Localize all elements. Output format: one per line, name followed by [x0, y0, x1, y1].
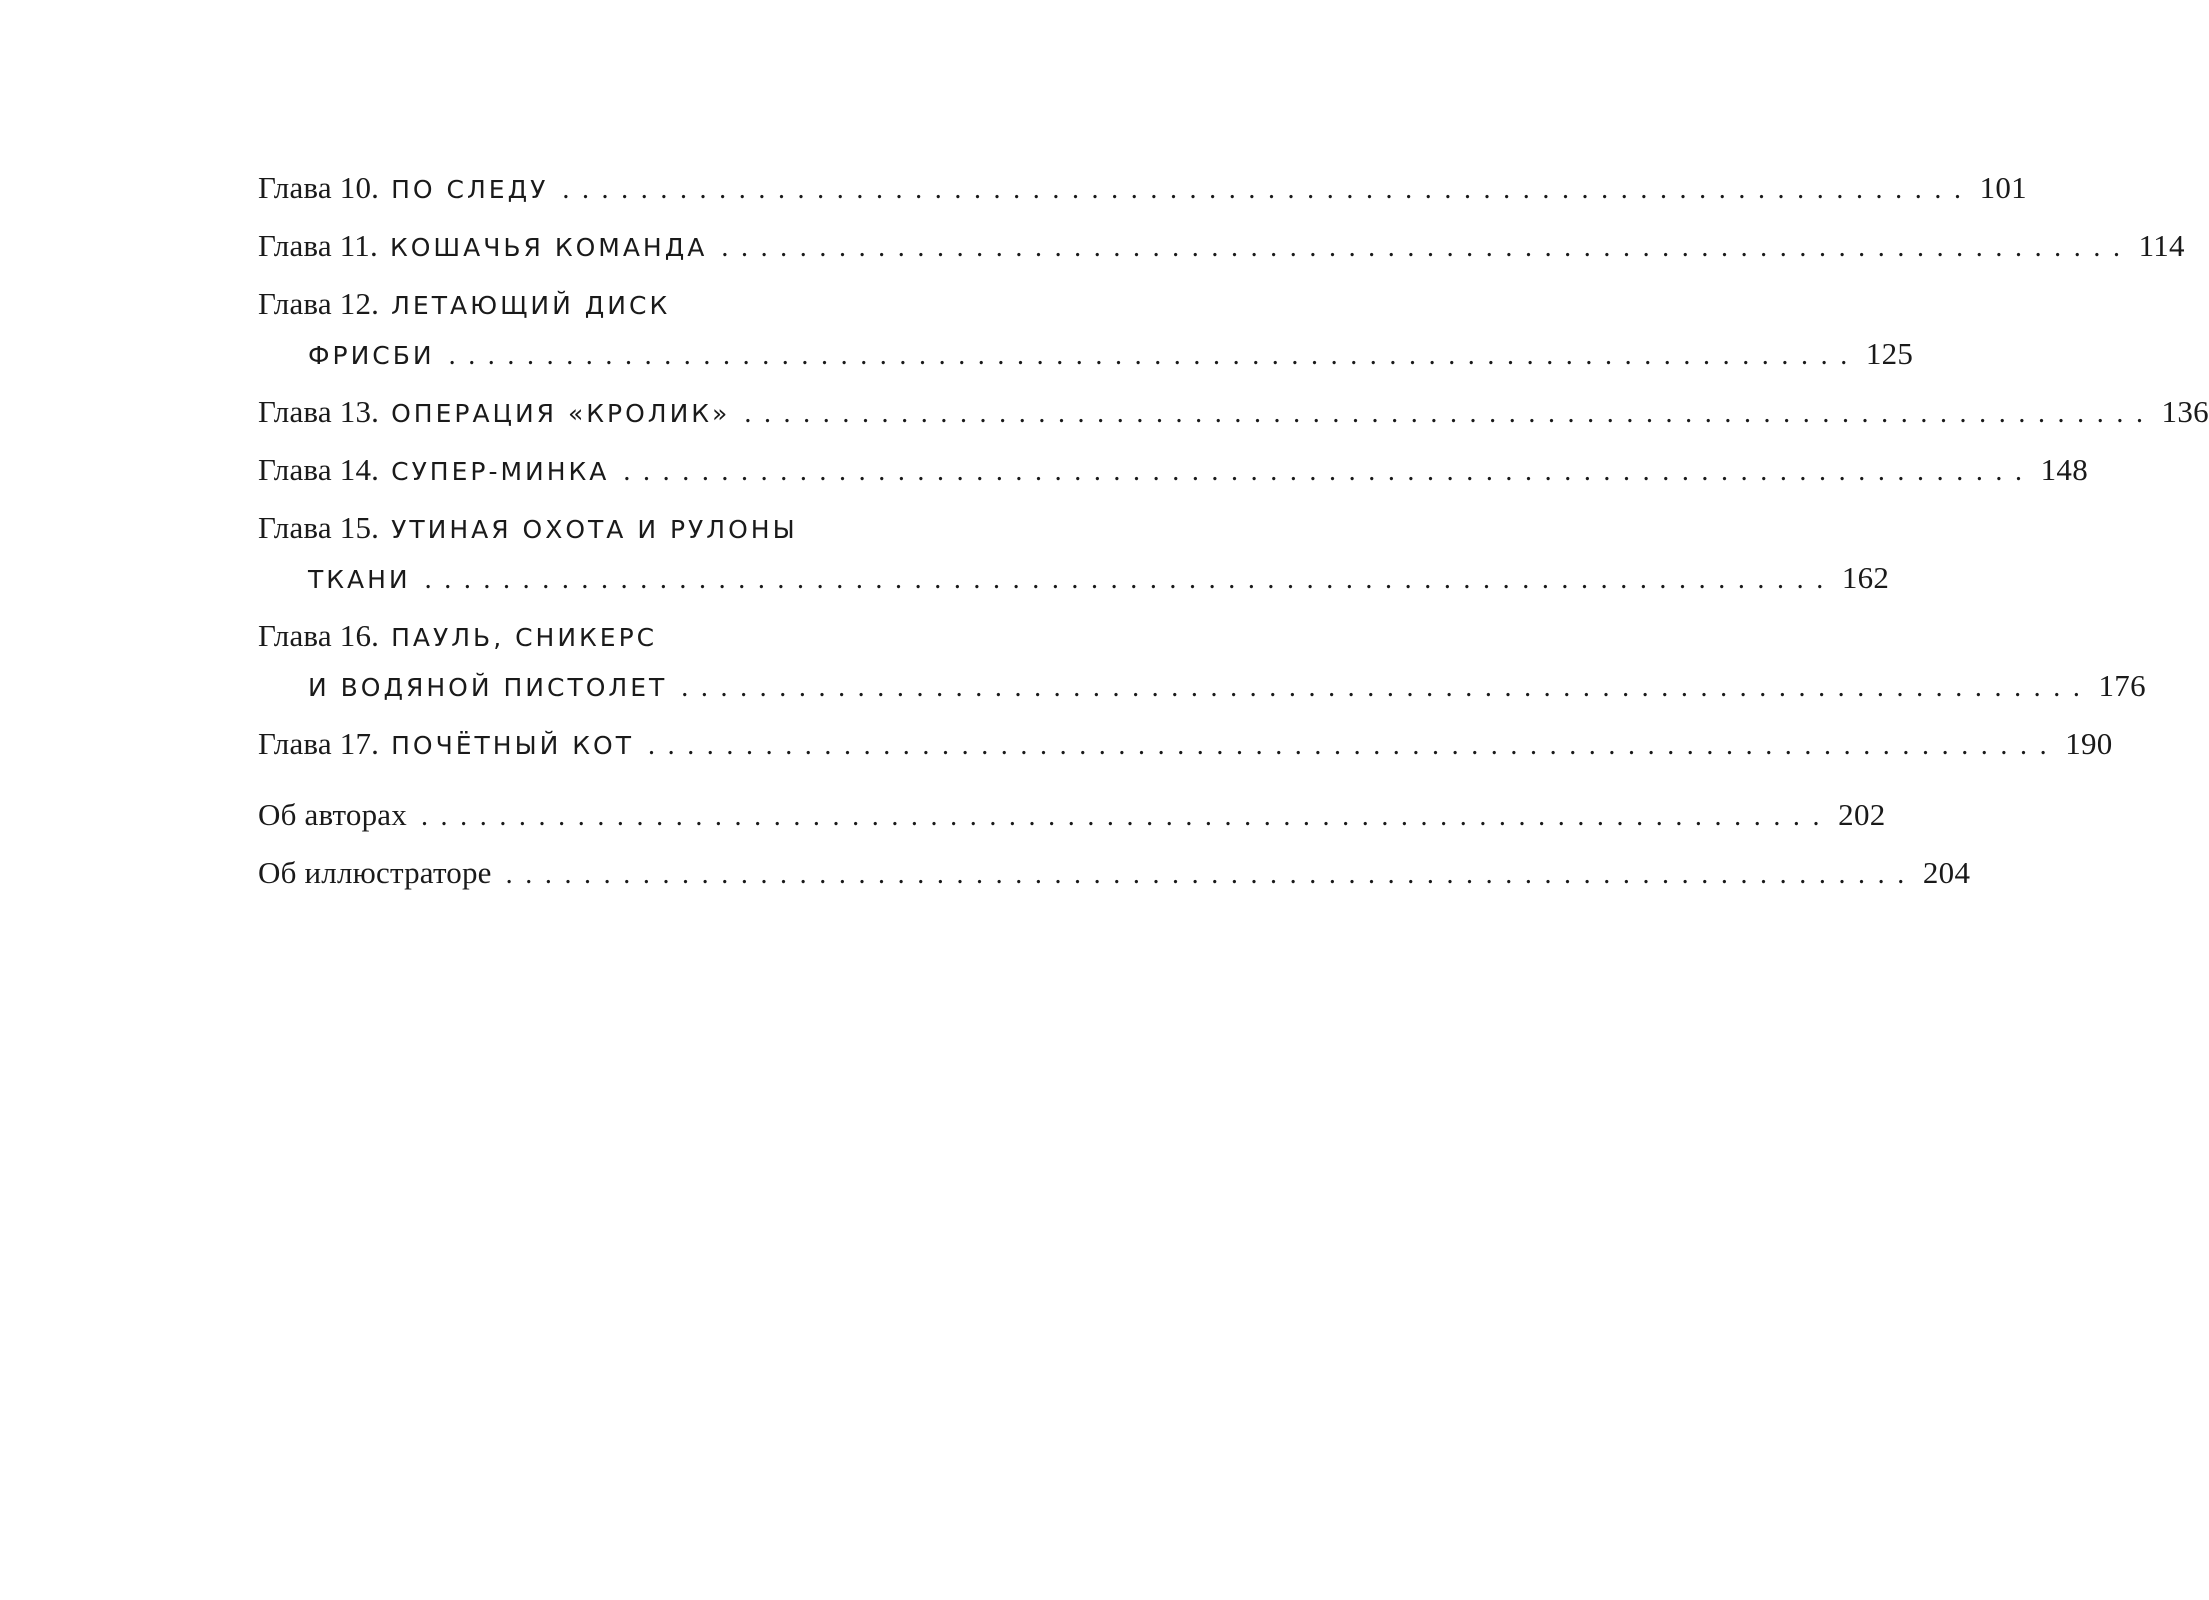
chapter-title-continued: И ВОДЯНОЙ ПИСТОЛЕТ: [308, 673, 668, 702]
page-number: 101: [1979, 170, 2027, 205]
chapter-title: УТИНАЯ ОХОТА И РУЛОНЫ: [391, 515, 798, 544]
dot-leader: ........................................................................: [648, 730, 2060, 761]
chapter-number: Глава 12.: [258, 286, 380, 321]
chapter-number: Глава 17.: [258, 726, 380, 761]
table-of-contents: [258, 170, 2209, 905]
page-number: 204: [1922, 855, 1971, 890]
toc-entry-chapter-16: [258, 618, 934, 668]
dot-leader: ........................................................................: [744, 398, 2156, 429]
page-number: 176: [2098, 668, 2146, 703]
toc-entry-chapter-17: [258, 726, 2113, 776]
toc-entry-about-authors: [258, 797, 1886, 847]
page-number: 136: [2161, 394, 2209, 429]
chapter-title: ПОЧЁТНЫЙ КОТ: [391, 731, 634, 760]
dot-leader: ........................................................................: [681, 672, 2093, 703]
chapter-title-continued: ТКАНИ: [308, 565, 411, 594]
page-number: 202: [1838, 797, 1886, 832]
dot-leader: ........................................................................: [448, 340, 1860, 371]
toc-entry-chapter-12: [258, 286, 934, 336]
dot-leader: ........................................................................: [505, 859, 1917, 890]
page-number: 190: [2065, 726, 2113, 761]
toc-entry-chapter-13: [258, 394, 2209, 444]
dot-leader: ........................................................................: [623, 456, 2035, 487]
chapter-number: Глава 11.: [258, 228, 378, 263]
chapter-number: Глава 15.: [258, 510, 380, 545]
page-number: 162: [1841, 560, 1890, 595]
toc-entry-chapter-15: [258, 510, 934, 560]
page-number: 125: [1865, 336, 1914, 371]
toc-entry-chapter-15-continued: [258, 560, 1890, 610]
dot-leader: ........................................................................: [424, 564, 1836, 595]
section-title: Об иллюстраторе: [258, 855, 492, 890]
chapter-number: Глава 14.: [258, 452, 380, 487]
page-number: 114: [2138, 228, 2185, 263]
toc-entry-chapter-11: [258, 228, 2185, 278]
chapter-title: ЛЕТАЮЩИЙ ДИСК: [391, 291, 671, 320]
page-number: 148: [2040, 452, 2089, 487]
chapter-title: КОШАЧЬЯ КОМАНДА: [389, 233, 708, 262]
toc-entry-chapter-14: [258, 452, 2089, 502]
toc-entry-chapter-10: [258, 170, 2027, 220]
toc-entry-chapter-12-continued: [258, 336, 1914, 386]
chapter-number: Глава 16.: [258, 618, 380, 653]
chapter-title: ОПЕРАЦИЯ «КРОЛИК»: [391, 399, 731, 428]
dot-leader: ........................................................................: [420, 801, 1833, 832]
chapter-title: ПО СЛЕДУ: [391, 175, 549, 204]
section-title: Об авторах: [258, 797, 407, 832]
toc-entry-about-illustrator: [258, 855, 1971, 905]
toc-entry-chapter-16-continued: [258, 668, 2146, 718]
dot-leader: ........................................................................: [562, 174, 1974, 205]
chapter-number: Глава 10.: [258, 170, 380, 205]
chapter-title-continued: ФРИСБИ: [308, 341, 435, 370]
dot-leader: ........................................................................: [721, 232, 2133, 263]
chapter-title: ПАУЛЬ, СНИКЕРС: [391, 623, 658, 652]
chapter-title: СУПЕР-МИНКА: [391, 457, 610, 486]
chapter-number: Глава 13.: [258, 394, 380, 429]
